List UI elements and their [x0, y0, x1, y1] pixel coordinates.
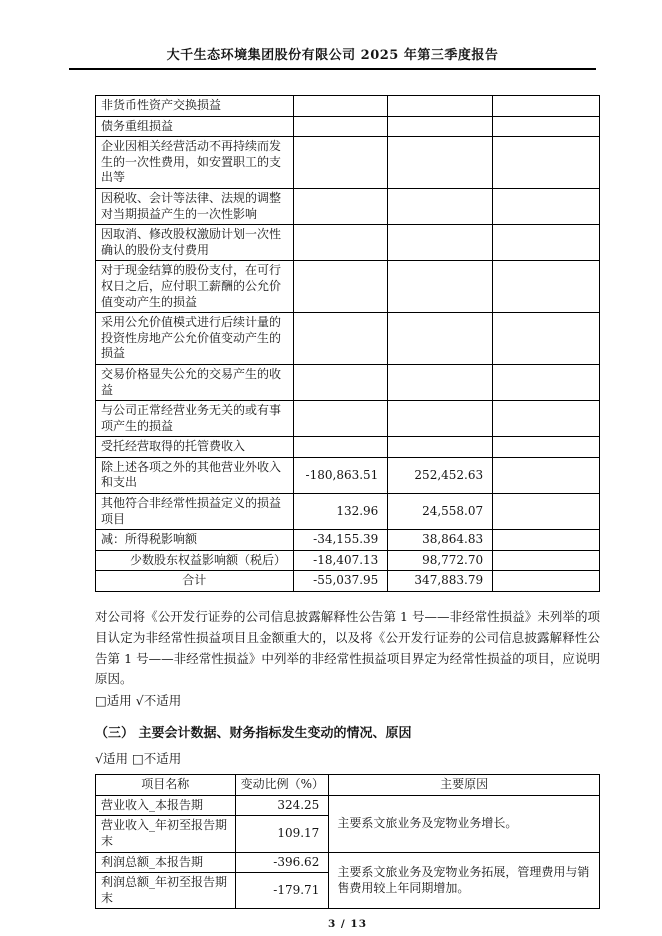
section3-heading: （三） 主要会计数据、财务指标发生变动的情况、原因	[95, 726, 412, 742]
table-row	[96, 852, 600, 873]
value-year-to-date	[388, 137, 493, 189]
indicator-name: 营业收入_年初至报告期末	[96, 816, 236, 852]
change-ratio-value: 109.17	[235, 816, 329, 852]
value-note	[493, 571, 600, 592]
value-current-period: -180,863.51	[293, 457, 388, 493]
value-current-period	[293, 437, 388, 458]
value-year-to-date: 347,883.79	[388, 571, 493, 592]
value-year-to-date: 98,772.70	[388, 550, 493, 571]
item-label: 因税收、会计等法律、法规的调整对当期损益产生的一次性影响	[96, 188, 294, 224]
value-note	[493, 188, 600, 224]
indicator-name: 利润总额_年初至报告期末	[96, 873, 236, 909]
value-note	[493, 494, 600, 530]
change-ratio-value: -396.62	[235, 852, 329, 873]
main-reason-text: 主要系文旅业务及宠物业务拓展，管理费用与销售费用较上年同期增加。	[329, 852, 600, 909]
value-current-period	[293, 261, 388, 313]
value-current-period	[293, 96, 388, 117]
value-year-to-date	[388, 437, 493, 458]
value-current-period: -18,407.13	[293, 550, 388, 571]
table-row	[96, 571, 600, 592]
table-row	[96, 494, 600, 530]
column-header-item-name: 项目名称	[96, 775, 236, 796]
nonrecurring-items-table	[95, 95, 600, 592]
value-note	[493, 457, 600, 493]
item-label: 除上述各项之外的其他营业外收入和支出	[96, 457, 294, 493]
value-note	[493, 550, 600, 571]
note-applicability-checkboxes: □适用 √不适用	[95, 693, 182, 709]
table-row	[96, 530, 600, 551]
value-current-period	[293, 225, 388, 261]
item-label: 其他符合非经常性损益定义的损益项目	[96, 494, 294, 530]
indicator-table-body	[96, 795, 600, 909]
item-label: 合计	[96, 571, 294, 592]
table-row	[96, 550, 600, 571]
value-current-period	[293, 401, 388, 437]
value-year-to-date	[388, 225, 493, 261]
value-year-to-date: 252,452.63	[388, 457, 493, 493]
value-current-period	[293, 364, 388, 400]
page-number: 3 / 13	[327, 918, 368, 931]
table-row	[96, 437, 600, 458]
nonrecurring-table-body	[96, 96, 600, 592]
table-row	[96, 401, 600, 437]
item-label: 受托经营取得的托管费收入	[96, 437, 294, 458]
table-row	[96, 261, 600, 313]
table-row	[96, 795, 600, 816]
table-row	[96, 313, 600, 365]
item-label: 对于现金结算的股份支付，在可行权日之后，应付职工薪酬的公允价值变动产生的损益	[96, 261, 294, 313]
value-current-period: -34,155.39	[293, 530, 388, 551]
column-header-main-reason: 主要原因	[329, 775, 600, 796]
value-year-to-date	[388, 96, 493, 117]
item-label: 采用公允价值模式进行后续计量的投资性房地产公允价值变动产生的损益	[96, 313, 294, 365]
table-row	[96, 225, 600, 261]
item-label: 减：所得税影响额	[96, 530, 294, 551]
table-row	[96, 188, 600, 224]
table-row	[96, 137, 600, 189]
value-year-to-date	[388, 188, 493, 224]
table-row	[96, 457, 600, 493]
value-note	[493, 401, 600, 437]
value-year-to-date	[388, 116, 493, 137]
value-year-to-date	[388, 261, 493, 313]
value-note	[493, 261, 600, 313]
value-year-to-date: 24,558.07	[388, 494, 493, 530]
change-ratio-value: 324.25	[235, 795, 329, 816]
nonrecurring-note-text: 对公司将《公开发行证券的公司信息披露解释性公告第 1 号——非经常性损益》未列举的项目认定为非经常性损益项目且金额重大的，以及将《公开发行证券的公司信息披露解释性公告第 1 号——非经常性损益》中列举的非经常性损益项目界定为经常性损益的项目，应说明原因。	[95, 609, 600, 687]
table-row	[96, 364, 600, 400]
value-note	[493, 530, 600, 551]
value-note	[493, 437, 600, 458]
value-note	[493, 364, 600, 400]
page-content	[95, 95, 600, 930]
item-label: 企业因相关经营活动不再持续而发生的一次性费用，如安置职工的支出等	[96, 137, 294, 189]
value-year-to-date	[388, 364, 493, 400]
change-ratio-value: -179.71	[235, 873, 329, 909]
item-label: 因取消、修改股权激励计划一次性确认的股份支付费用	[96, 225, 294, 261]
item-label: 与公司正常经营业务无关的或有事项产生的损益	[96, 401, 294, 437]
table-row	[96, 96, 600, 117]
value-current-period	[293, 188, 388, 224]
value-note	[493, 116, 600, 137]
table-header-row	[96, 775, 600, 796]
item-label: 债务重组损益	[96, 116, 294, 137]
value-current-period	[293, 116, 388, 137]
value-current-period: -55,037.95	[293, 571, 388, 592]
item-label: 非货币性资产交换损益	[96, 96, 294, 117]
value-note	[493, 137, 600, 189]
value-year-to-date	[388, 401, 493, 437]
value-current-period	[293, 313, 388, 365]
item-label: 少数股东权益影响额（税后）	[96, 550, 294, 571]
section3-applicability-checkboxes: √适用 □不适用	[95, 750, 182, 766]
main-reason-text: 主要系文旅业务及宠物业务增长。	[329, 795, 600, 852]
value-note	[493, 313, 600, 365]
value-current-period	[293, 137, 388, 189]
value-current-period: 132.96	[293, 494, 388, 530]
column-header-change-ratio: 变动比例（%）	[235, 775, 329, 796]
document-title: 大千生态环境集团股份有限公司 2025 年第三季度报告	[69, 44, 596, 70]
value-year-to-date	[388, 313, 493, 365]
item-label: 交易价格显失公允的交易产生的收益	[96, 364, 294, 400]
value-note	[493, 96, 600, 117]
indicator-change-table	[95, 774, 600, 909]
indicator-name: 营业收入_本报告期	[96, 795, 236, 816]
table-row	[96, 116, 600, 137]
value-note	[493, 225, 600, 261]
value-year-to-date: 38,864.83	[388, 530, 493, 551]
indicator-name: 利润总额_本报告期	[96, 852, 236, 873]
